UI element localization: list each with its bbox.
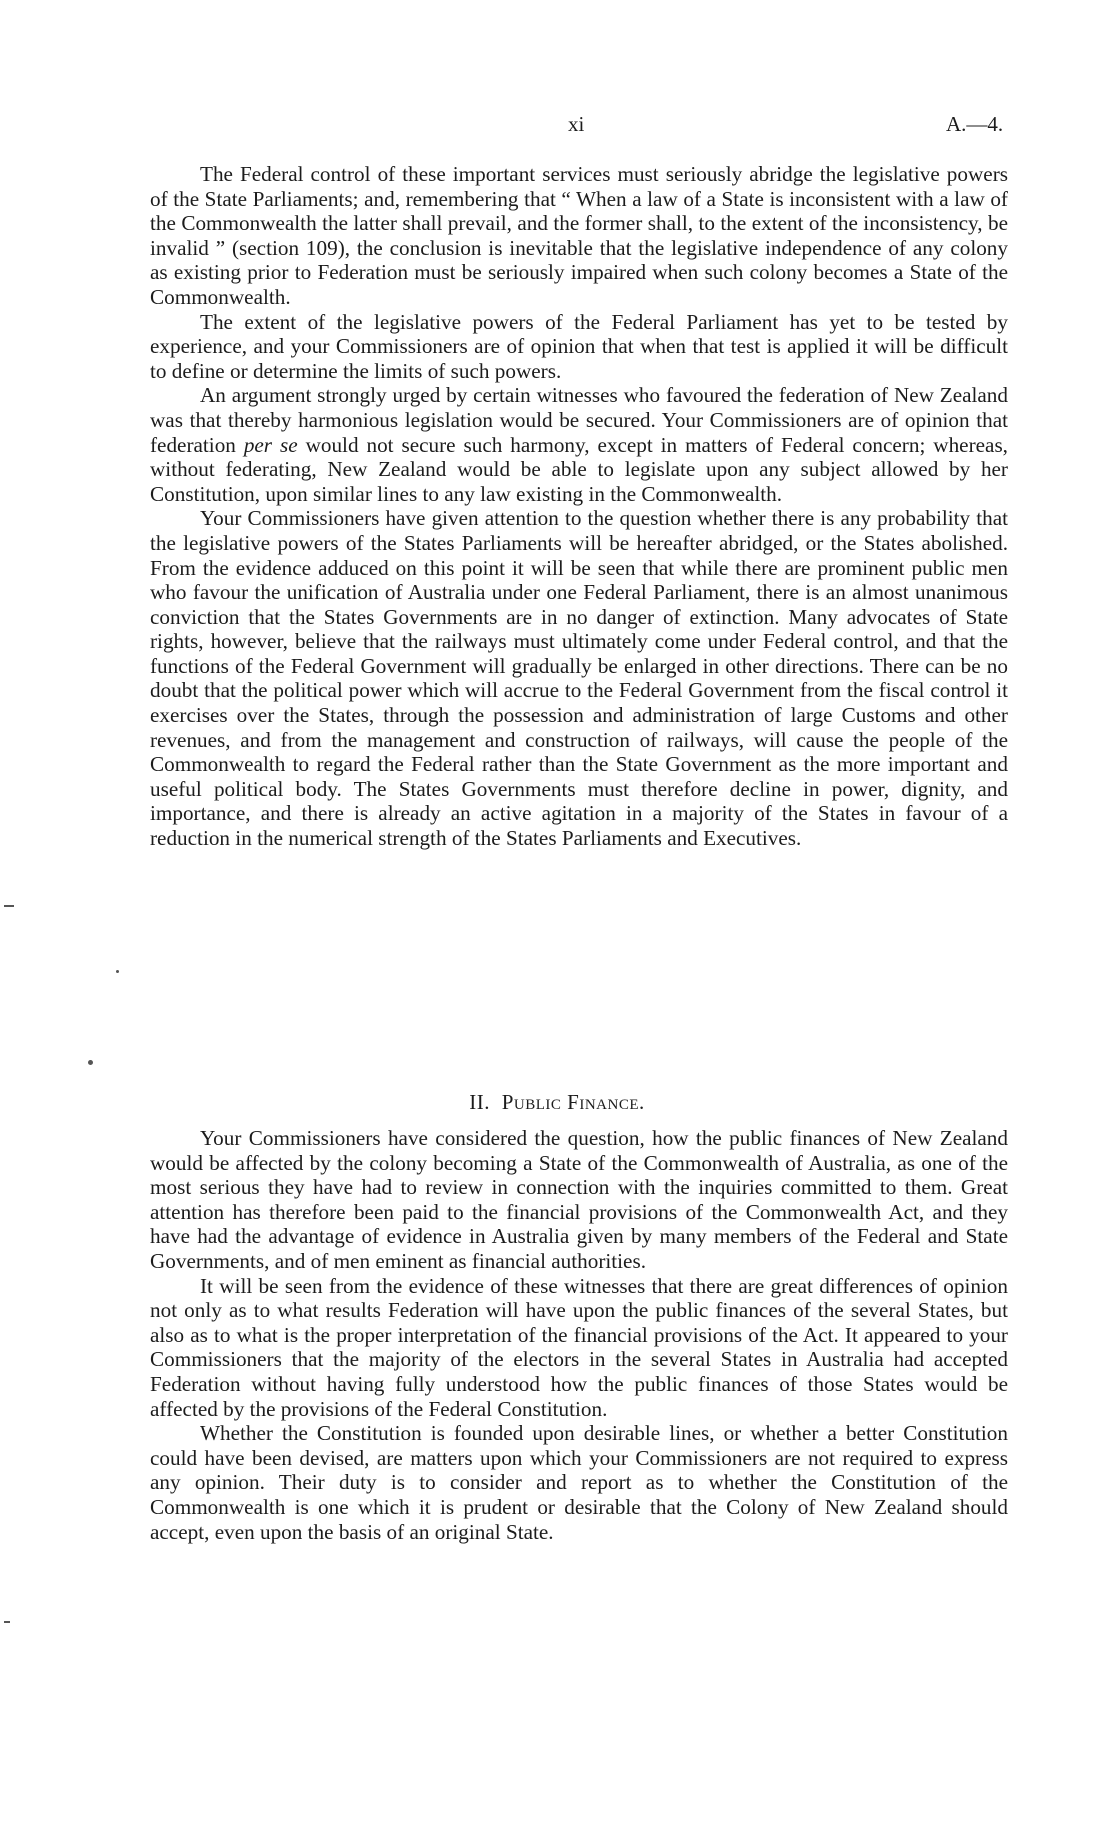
section-number: II. [469,1090,490,1114]
paragraph: Your Commissioners have considered the question, how the public finances of New Zealand would be affected by the colony becoming a State of the Commonwealth of Australia, as one of the most serious they have had to review in connection with the inquiries committed to them. Great attention has therefore been paid to the financial provisions of the Commonwealth Act, and they have had the advantage of evidence in Australia given by many members of the Federal and State Governments, and of men eminent as financial authorities. [150,1126,1008,1273]
section-one-body [150,162,1008,851]
paragraph: It will be seen from the evidence of these witnesses that there are great differences of opinion not only as to what results Federation will have upon the public finances of the several States, but also as to what is the proper interpretation of the financial provisions of the Act. It appeared to your Commissioners that the majority of the electors in the several States in Australia had accepted Federation without having fully understood how the public finances of those States would be affected by the provisions of the Federal Constitution. [150,1273,1008,1421]
section-heading [0,1090,1114,1115]
paragraph: The Federal control of these important services must seriously abridge the legislative powers of the State Parliaments; and, remembering that “ When a law of a State is inconsistent with a law of the Commonwealth the latter shall prevail, and the former shall, to the extent of the inconsistency, be invalid ” (section 109), the conclusion is inevitable that the legislative independence of any colony as existing prior to Federation must be seriously impaired when such colony becomes a State of the Commonwealth. [150,162,1008,309]
page-number: xi [568,112,585,136]
page-header [0,112,1114,142]
section-two-body [150,1126,1008,1544]
section-title: Public Finance. [501,1090,645,1114]
document-reference: A.—4. [946,112,1004,136]
paragraph: Your Commissioners have given attention to the question whether there is any probability that the legislative powers of the States Parliaments will be hereafter abridged, or the States abolished. From the evidence adduced on this point it will be seen that while there are prominent public men who favour the unification of Australia under one Federal Parliament, there is an almost unanimous conviction that the States Governments are in no danger of extinction. Many advocates of State rights, however, believe that the railways must ultimately come under Federal control, and that the functions of the Federal Government will gradually be enlarged in other directions. There can be no doubt that the political power which will accrue to the Federal Government from the fiscal control it exercises over the States, through the possession and administration of large Customs and other revenues, and from the management and construction of railways, will cause the people of the Commonwealth to regard the Federal rather than the State Government as the more important and useful political body. The States Governments must therefore decline in power, dignity, and importance, and there is already an active agitation in a majority of the States in favour of a reduction in the numerical strength of the States Parliaments and Executives. [150,506,1008,851]
scan-mark [4,1621,10,1623]
paragraph: The extent of the legislative powers of the Federal Parliament has yet to be tested by experience, and your Commissioners are of opinion that when that test is applied it will be difficult to define or determine the limits of such powers. [150,309,1008,383]
italic-phrase: per se [243,432,298,457]
paragraph: Whether the Constitution is founded upon desirable lines, or whether a better Constitution could have been devised, are matters upon which your Commissioners are not required to express any opinion. Their duty is to consider and report as to whether the Constitution of the Commonwealth is one which it is prudent or desirable that the Colony of New Zealand should accept, even upon the basis of an original State. [150,1421,1008,1544]
scan-mark [4,905,14,907]
paragraph: An argument strongly urged by certain witnesses who favoured the federation of New Zealand was that thereby harmonious legislation would be secured. Your Commissioners are of opinion that federation per se would not secure such harmony, except in matters of Federal concern; whereas, without federating, New Zealand would be able to legislate upon any subject allowed by her Constitution, upon similar lines to any law existing in the Commonwealth. [150,383,1008,506]
scan-mark [116,970,119,973]
scan-mark [88,1060,93,1065]
